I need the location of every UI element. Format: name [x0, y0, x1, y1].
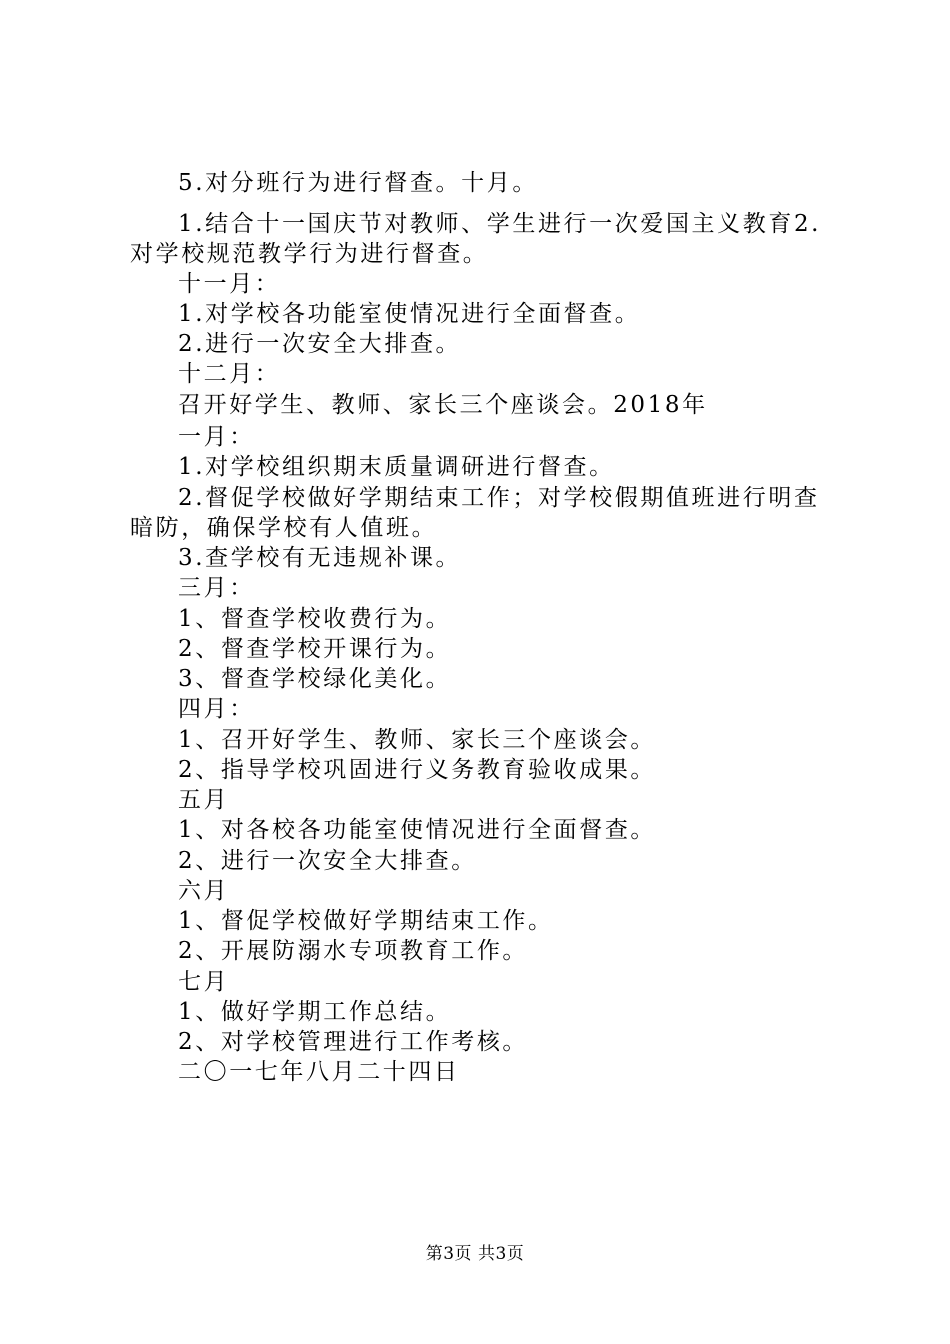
text-line: 2.督促学校做好学期结束工作；对学校假期值班进行明查: [178, 485, 820, 511]
text-line: 1、督查学校收费行为。: [178, 606, 452, 632]
text-line: 1、督促学校做好学期结束工作。: [178, 908, 554, 934]
text-line: 十二月：: [178, 361, 281, 387]
text-line: 2.进行一次安全大排查。: [178, 331, 462, 357]
text-line: 四月：: [178, 696, 255, 722]
text-line: 三月：: [178, 575, 255, 601]
text-line: 3.查学校有无违规补课。: [178, 545, 462, 571]
page-footer: 第3页 共3页: [425, 1244, 525, 1264]
text-line: 召开好学生、教师、家长三个座谈会。2018年: [178, 392, 708, 418]
text-line: 二〇一七年八月二十四日: [178, 1059, 460, 1085]
text-line: 1.对学校组织期末质量调研进行督查。: [178, 454, 615, 480]
text-line: 2、督查学校开课行为。: [178, 636, 452, 662]
text-line: 2、对学校管理进行工作考核。: [178, 1029, 529, 1055]
text-line: 2、指导学校巩固进行义务教育验收成果。: [178, 757, 657, 783]
text-line: 2、开展防溺水专项教育工作。: [178, 938, 529, 964]
text-line: 1、召开好学生、教师、家长三个座谈会。: [178, 727, 657, 753]
text-line: 3、督查学校绿化美化。: [178, 666, 452, 692]
text-line: 七月: [178, 969, 230, 995]
text-line: 1、对各校各功能室使情况进行全面督查。: [178, 817, 657, 843]
text-line: 对学校规范教学行为进行督查。: [130, 241, 489, 267]
text-line: 5.对分班行为进行督查。十月。: [178, 170, 538, 196]
text-line: 十一月：: [178, 271, 281, 297]
text-line: 六月: [178, 878, 230, 904]
text-line: 2、进行一次安全大排查。: [178, 848, 477, 874]
text-line: 1.对学校各功能室使情况进行全面督查。: [178, 301, 641, 327]
text-line: 一月：: [178, 424, 255, 450]
text-line: 暗防，确保学校有人值班。: [130, 515, 438, 541]
text-line: 1、做好学期工作总结。: [178, 999, 452, 1025]
text-line: 1.结合十一国庆节对教师、学生进行一次爱国主义教育2.: [178, 211, 822, 237]
text-line: 五月: [178, 787, 230, 813]
